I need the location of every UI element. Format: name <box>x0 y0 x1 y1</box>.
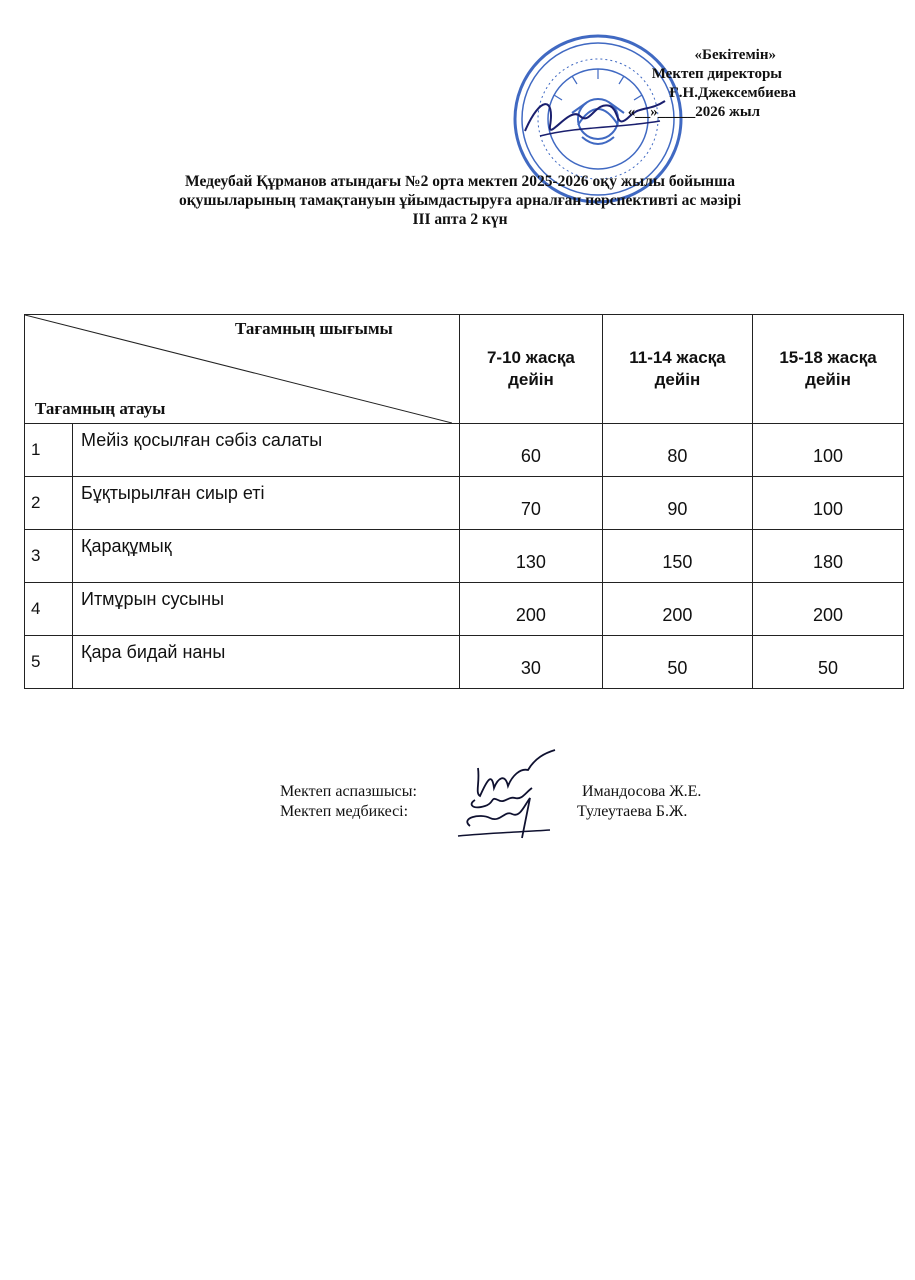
signatures-block <box>280 782 740 822</box>
table-row <box>25 424 904 477</box>
table-row <box>25 583 904 636</box>
value-15-18: 200 <box>753 583 904 636</box>
approval-director-name: Ғ.Н.Джексембиева <box>669 85 796 101</box>
value-15-18: 100 <box>753 477 904 530</box>
title-line-1: Медеубай Құрманов атындағы №2 орта мектеп 2025-2026 оқу жылы бойынша <box>185 173 735 190</box>
approval-date: «__»_____2026 жыл <box>627 104 760 120</box>
row-number: 1 <box>25 424 73 477</box>
value-11-14: 90 <box>602 477 752 530</box>
approval-approved: «Бекітемін» <box>694 47 776 63</box>
value-15-18: 100 <box>753 424 904 477</box>
dish-name: Бұқтырылған сиыр еті <box>73 477 460 530</box>
cook-name: Имандосова Ж.Е. <box>582 783 702 800</box>
nurse-name: Тулеутаева Б.Ж. <box>577 803 688 820</box>
table-header-row <box>25 315 904 424</box>
nurse-role: Мектеп медбикесі: <box>280 803 409 820</box>
value-7-10: 60 <box>460 424 603 477</box>
approval-block <box>560 46 880 122</box>
title-line-2: оқушыларының тамақтануын ұйымдастыруға арналған перспективті ас мәзірі <box>178 192 742 209</box>
menu-table <box>24 314 904 689</box>
value-7-10: 30 <box>460 636 603 689</box>
approval-position: Мектеп директоры <box>651 66 782 82</box>
row-number: 2 <box>25 477 73 530</box>
cook-role: Мектеп аспазшысы: <box>280 783 417 800</box>
table-row <box>25 477 904 530</box>
table-row <box>25 530 904 583</box>
value-11-14: 80 <box>602 424 752 477</box>
age-col-15-18: 15-18 жасқа дейін <box>753 315 904 424</box>
header-dish-name: Тағамның атауы <box>35 399 166 418</box>
value-7-10: 200 <box>460 583 603 636</box>
document-title <box>40 172 880 229</box>
dish-name: Итмұрын сусыны <box>73 583 460 636</box>
value-11-14: 150 <box>602 530 752 583</box>
value-7-10: 70 <box>460 477 603 530</box>
value-7-10: 130 <box>460 530 603 583</box>
dish-name: Мейіз қосылған сәбіз салаты <box>73 424 460 477</box>
age-col-7-10: 7-10 жасқа дейін <box>460 315 603 424</box>
value-11-14: 200 <box>602 583 752 636</box>
title-line-3: ІІІ апта 2 күн <box>412 211 508 228</box>
row-number: 5 <box>25 636 73 689</box>
value-11-14: 50 <box>602 636 752 689</box>
nurse-signature-line <box>280 802 740 822</box>
dish-name: Қарақұмық <box>73 530 460 583</box>
value-15-18: 50 <box>753 636 904 689</box>
age-col-11-14: 11-14 жасқа дейін <box>602 315 752 424</box>
header-diagonal-cell <box>25 315 460 424</box>
cook-signature-line <box>280 782 740 802</box>
row-number: 4 <box>25 583 73 636</box>
header-yield: Тағамның шығымы <box>235 319 393 338</box>
row-number: 3 <box>25 530 73 583</box>
table-row <box>25 636 904 689</box>
value-15-18: 180 <box>753 530 904 583</box>
dish-name: Қара бидай наны <box>73 636 460 689</box>
